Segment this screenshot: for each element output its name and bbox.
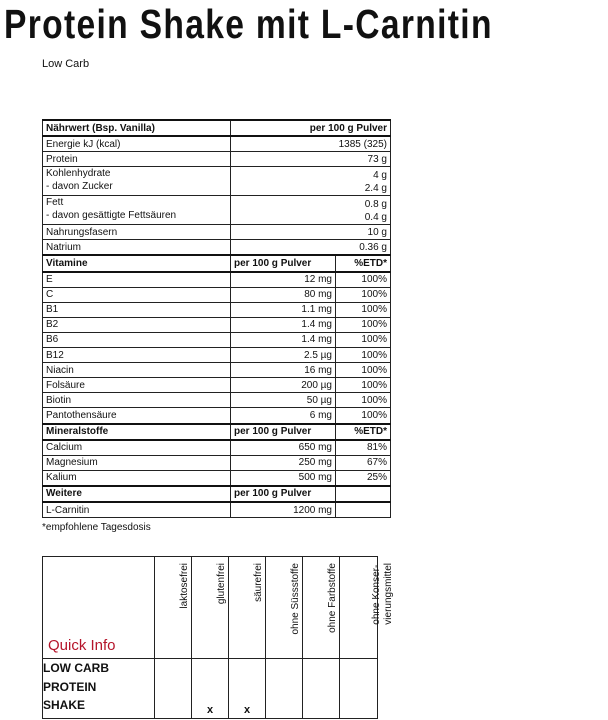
minerals-row — [43, 455, 391, 470]
nutrient-label: Folsäure — [43, 378, 231, 393]
nutrient-value: 2.5 µg — [231, 348, 336, 363]
vitamins-row — [43, 332, 391, 347]
nutrient-label: Kalium — [43, 470, 231, 486]
quick-info-table — [42, 556, 394, 719]
vitamins-row — [43, 272, 391, 288]
nutrient-pct: 100% — [336, 378, 391, 393]
nutrient-pct: 81% — [336, 440, 391, 456]
nutrient-pct: 100% — [336, 408, 391, 424]
nutrient-sub-label: - davon gesättigte Fettsäuren — [46, 210, 177, 222]
nutrition-row — [43, 136, 391, 152]
nutrient-value: 0.8 g — [364, 199, 387, 211]
nutrient-pct — [336, 502, 391, 518]
nutrient-sub-label: - davon Zucker — [46, 181, 113, 193]
nutrient-label: B12 — [43, 348, 231, 363]
nutrient-label: B2 — [43, 317, 231, 332]
mark-ohne-suessstoffe — [266, 659, 303, 719]
nutrient-value: 16 mg — [231, 363, 336, 378]
footnote: *empfohlene Tagesdosis — [42, 522, 151, 533]
nutrient-pct: 100% — [336, 272, 391, 288]
vitamins-row — [43, 378, 391, 393]
nutrient-pct: 100% — [336, 287, 391, 302]
other-header-row — [43, 486, 391, 502]
quick-info-title: Quick Info — [48, 637, 116, 654]
nutrient-pct: 67% — [336, 455, 391, 470]
vitamins-header-value: per 100 g Pulver — [231, 255, 336, 271]
nutrient-value: 4 g — [373, 170, 387, 182]
nutrient-value: 1.4 mg — [231, 332, 336, 347]
nutrient-label: Fett — [46, 197, 64, 209]
nutrition-table — [42, 119, 391, 518]
nutrient-sub-value: 0.4 g — [364, 212, 387, 224]
nutrition-row — [43, 167, 391, 196]
nutrition-row — [43, 152, 391, 167]
vitamins-header-label: Vitamine — [43, 255, 231, 271]
nutrient-value: 73 g — [231, 152, 391, 167]
nutrient-label: Natrium — [43, 240, 231, 256]
nutrient-label: Niacin — [43, 363, 231, 378]
header-ohne-konservierungsmittel: ohne Konser- vierungsmittel — [370, 563, 394, 625]
vitamins-row — [43, 348, 391, 363]
vitamins-row — [43, 302, 391, 317]
header-ohne-farbstoffe: ohne Farbstoffe — [327, 563, 338, 633]
nutrient-label: Kohlenhydrate — [46, 168, 111, 180]
header-ohne-suessstoffe: ohne Süssstoffe — [290, 563, 301, 635]
minerals-row — [43, 440, 391, 456]
nutrient-value: 10 g — [231, 225, 391, 240]
header-glutenfrei: glutenfrei — [216, 563, 227, 605]
page-subtitle: Low Carb — [42, 58, 90, 70]
product-line: SHAKE — [43, 698, 86, 712]
other-row — [43, 502, 391, 518]
product-name — [43, 659, 155, 719]
quick-info-title-cell — [43, 557, 155, 659]
minerals-header-pct: %ETD* — [336, 424, 391, 440]
nutrient-pct: 100% — [336, 348, 391, 363]
page-title: Protein Shake mit L-Carnitin — [4, 1, 493, 47]
other-header-value: per 100 g Pulver — [231, 486, 336, 502]
nutrient-label-cell — [43, 167, 231, 196]
nutrient-pct: 100% — [336, 302, 391, 317]
other-header-pct — [336, 486, 391, 502]
nutrient-label: Calcium — [43, 440, 231, 456]
nutrition-header-value: per 100 g Pulver — [231, 120, 391, 136]
nutrient-sub-value: 2.4 g — [364, 183, 387, 195]
nutrient-label: Pantothensäure — [43, 408, 231, 424]
minerals-header-label: Mineralstoffe — [43, 424, 231, 440]
nutrition-header-row — [43, 120, 391, 136]
vitamins-row — [43, 408, 391, 424]
other-header-label: Weitere — [43, 486, 231, 502]
vitamins-row — [43, 287, 391, 302]
nutrient-label: B6 — [43, 332, 231, 347]
vitamins-header-pct: %ETD* — [336, 255, 391, 271]
nutrient-value: 12 mg — [231, 272, 336, 288]
nutrient-value: 6 mg — [231, 408, 336, 424]
vitamins-row — [43, 363, 391, 378]
nutrient-label: B1 — [43, 302, 231, 317]
nutrient-value-cell — [231, 167, 391, 196]
nutrient-label: L-Carnitin — [43, 502, 231, 518]
nutrition-row — [43, 196, 391, 225]
product-line: PROTEIN — [43, 679, 97, 694]
nutrient-value: 650 mg — [231, 440, 336, 456]
mark-ohne-farbstoffe — [303, 659, 340, 719]
nutrient-label: E — [43, 272, 231, 288]
nutrient-label: C — [43, 287, 231, 302]
nutrient-value: 1.4 mg — [231, 317, 336, 332]
nutrient-value-cell — [231, 196, 391, 225]
nutrient-value: 250 mg — [231, 455, 336, 470]
nutrient-label: Nahrungsfasern — [43, 225, 231, 240]
nutrient-value: 200 µg — [231, 378, 336, 393]
mark-glutenfrei: x — [192, 659, 229, 719]
nutrient-label: Energie kJ (kcal) — [43, 136, 231, 152]
product-line: LOW CARB — [43, 661, 109, 675]
header-laktosefrei: laktosefrei — [179, 563, 190, 609]
minerals-row — [43, 470, 391, 486]
header-saeurefrei: säurefrei — [253, 563, 264, 602]
nutrient-value: 80 mg — [231, 287, 336, 302]
nutrient-value: 1385 (325) — [231, 136, 391, 152]
nutrient-label: Protein — [43, 152, 231, 167]
nutrient-pct: 25% — [336, 470, 391, 486]
nutrient-value: 0.36 g — [231, 240, 391, 256]
nutrition-row — [43, 240, 391, 256]
nutrition-header-label: Nährwert (Bsp. Vanilla) — [43, 120, 231, 136]
vitamins-row — [43, 393, 391, 408]
mark-laktosefrei — [155, 659, 192, 719]
mark-ohne-konservierungsmittel — [340, 659, 378, 719]
nutrient-value: 1200 mg — [231, 502, 336, 518]
nutrient-value: 500 mg — [231, 470, 336, 486]
nutrient-pct: 100% — [336, 393, 391, 408]
nutrient-label-cell — [43, 196, 231, 225]
nutrient-value: 1.1 mg — [231, 302, 336, 317]
nutrient-pct: 100% — [336, 363, 391, 378]
nutrient-label: Biotin — [43, 393, 231, 408]
nutrient-pct: 100% — [336, 317, 391, 332]
vitamins-header-row — [43, 255, 391, 271]
nutrient-label: Magnesium — [43, 455, 231, 470]
minerals-header-value: per 100 g Pulver — [231, 424, 336, 440]
nutrition-row — [43, 225, 391, 240]
nutrient-pct: 100% — [336, 332, 391, 347]
nutrient-value: 50 µg — [231, 393, 336, 408]
vitamins-row — [43, 317, 391, 332]
minerals-header-row — [43, 424, 391, 440]
mark-saeurefrei: x — [229, 659, 266, 719]
